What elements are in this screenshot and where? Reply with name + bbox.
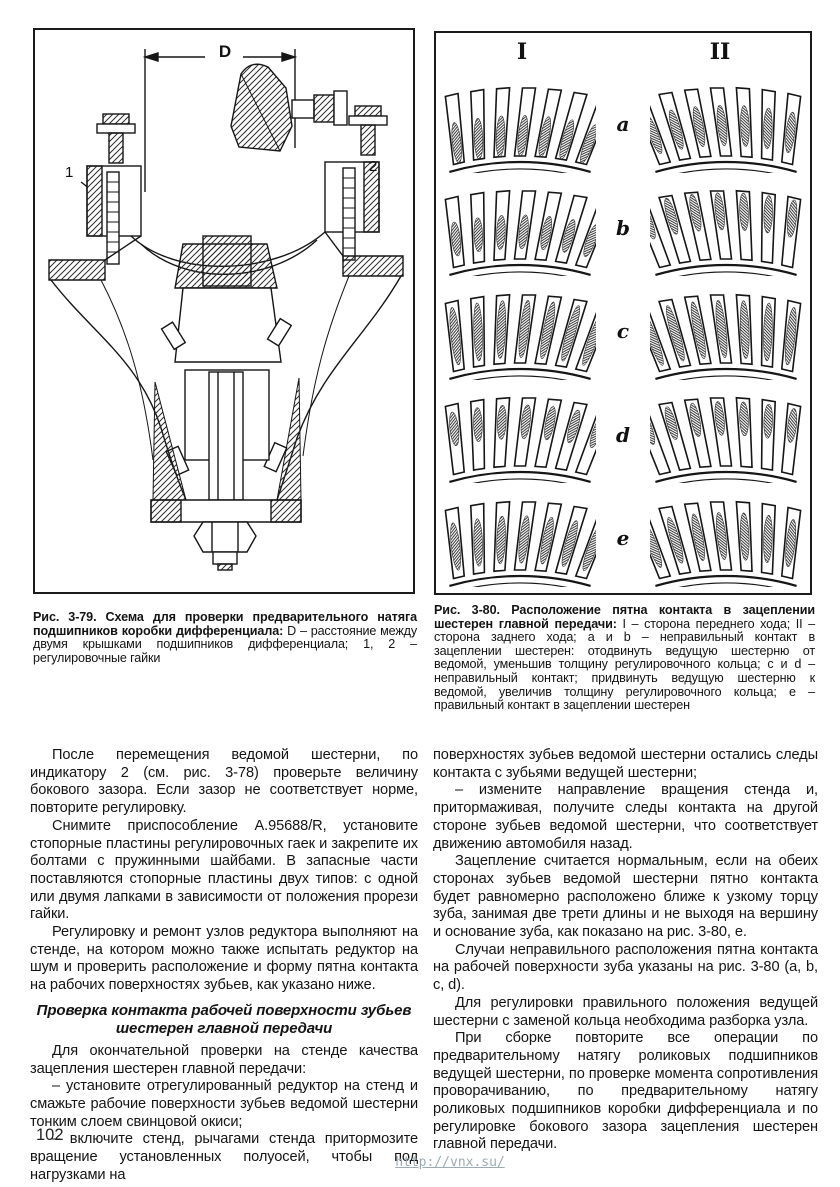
gear-sector-drawing xyxy=(650,386,802,483)
body-paragraph: Случаи неправильного расположения пятна контакта на рабочей поверхности зуба указаны на рис. 3-80 (a, b, c, d). xyxy=(433,941,818,994)
dimension-d-label: D xyxy=(218,42,232,61)
row-letter: e xyxy=(616,526,630,550)
row-letter: a xyxy=(616,112,630,136)
body-paragraph: Снимите приспособление А.95688/R, установите стопорные пластины регулировочных гаек и закрепите их болтами с пружинными шайбами. В запасные части поставляются стопорные пластины двух типов: с одной или двумя лапками в зависимости от положения прорези гайки. xyxy=(30,817,418,923)
body-paragraph: После перемещения ведомой шестерни, по индикатору 2 (см. рис. 3-78) проверьте величину бокового зазора. Если зазор не соответствует норме, повторите регулировку. xyxy=(30,747,418,817)
differential-diagram xyxy=(35,30,413,592)
gear-sector-drawing xyxy=(444,283,596,380)
gear-sector-drawing xyxy=(444,76,596,173)
body-paragraph: – включите стенд, рычагами стенда притормозите вращение установленных полуосей, чтобы под нагрузками на xyxy=(30,1131,418,1183)
body-paragraph: – измените направление вращения стенда и, притормаживая, получите следы контакта на другой стороне зубьев ведомой шестерни, что соответствует движению автомобиля назад. xyxy=(433,782,818,852)
section-heading: Проверка контакта рабочей поверхности зубьев шестерен главной передачи xyxy=(36,1001,412,1037)
caption-text: D – расстояние между двумя крышками подшипников дифференциала; 1, 2 – регулировочные гайки xyxy=(33,623,417,665)
gear-pattern-rows xyxy=(444,75,802,587)
row-letter: b xyxy=(616,215,630,240)
caption-bold: Рис. 3-80. Расположение пятна контакта в зацеплении шестерен главной передачи: xyxy=(434,603,815,631)
right-column xyxy=(433,747,818,1154)
gear-sector-drawing xyxy=(650,283,802,380)
gear-sector-drawing xyxy=(650,179,802,276)
body-paragraph: Для регулировки правильного положения ведущей шестерни с заменой кольца необходима разборка узла. xyxy=(433,994,818,1029)
figure-3-79-caption xyxy=(33,611,417,665)
gear-sector-drawing xyxy=(444,179,596,276)
gear-pattern-row-e xyxy=(444,489,802,587)
body-paragraph: поверхностях зубьев ведомой шестерни остались следы контакта с зубьями ведущей шестерни; xyxy=(433,747,818,781)
gear-pattern-row-a xyxy=(444,75,802,173)
gear-sector-drawing xyxy=(444,490,596,587)
gear-sector-drawing xyxy=(650,490,802,587)
callout-2-label: 2 xyxy=(369,158,378,175)
page-number: 102 xyxy=(36,1126,64,1144)
left-column xyxy=(30,747,418,1184)
gear-sector-drawing xyxy=(650,76,802,173)
body-paragraph: Для окончательной проверки на стенде качества зацепления шестерен главной передачи: xyxy=(30,1042,418,1077)
watermark-url: http://vnx.su/ xyxy=(395,1155,505,1170)
row-letter: d xyxy=(616,422,630,447)
figure-3-79 xyxy=(33,28,415,594)
body-paragraph: Регулировку и ремонт узлов редуктора выполняют на стенде, на котором можно также испытать редуктор на шум и проверить расположение и форму пятна контакта на рабочих поверхностях зубьев, как указано ниже. xyxy=(30,924,418,994)
body-paragraph: Зацепление считается нормальным, если на обеих сторонах зубьев ведомой шестерни пятно контакта будет равномерно расположено ближе к узкому торцу зуба, занимая две трети длины и не выходя на вершину и основание зуба, как показано на рис. 3-80, е. xyxy=(433,853,818,941)
column-header-II: II xyxy=(709,39,731,65)
figure-3-80 xyxy=(434,31,812,595)
callout-1-label: 1 xyxy=(65,164,74,181)
column-header-I: I xyxy=(516,39,528,65)
gear-pattern-row-d xyxy=(444,386,802,484)
gear-sector-drawing xyxy=(444,386,596,483)
body-paragraph: – установите отрегулированный редуктор на стенд и смажьте рабочие поверхности зубьев ведомой шестерни тонким слоем свинцовой окиси; xyxy=(30,1078,418,1130)
body-paragraph: При сборке повторите все операции по предварительному натягу роликовых подшипников ведущей шестерни, по проверке момента сопротивления проворачиванию, по предварительному натягу роликовых подшипников коробки дифференциала и по регулировке бокового зазора зацепления шестерен главной передачи. xyxy=(433,1030,818,1153)
gear-pattern-row-c xyxy=(444,282,802,380)
gear-pattern-row-b xyxy=(444,179,802,277)
caption-text: I – сторона переднего хода; II – сторона заднего хода; а и b – неправильный контакт в зацеплении шестерен: отодвинуть ведущую шестерню от ведомой, уменьшив толщину регулировочного кольца; с и d – неправильный контакт; придвинуть ведущую шестерню к ведомой, увеличив толщину регулировочного кольца; е – правильный контакт в зацеплении шестерен xyxy=(434,616,816,713)
caption-bold: Рис. 3-79. Схема для проверки предварительного натяга подшипников коробки дифференциала: xyxy=(33,610,417,638)
figure-3-80-caption xyxy=(434,604,815,713)
row-letter: c xyxy=(616,319,630,343)
